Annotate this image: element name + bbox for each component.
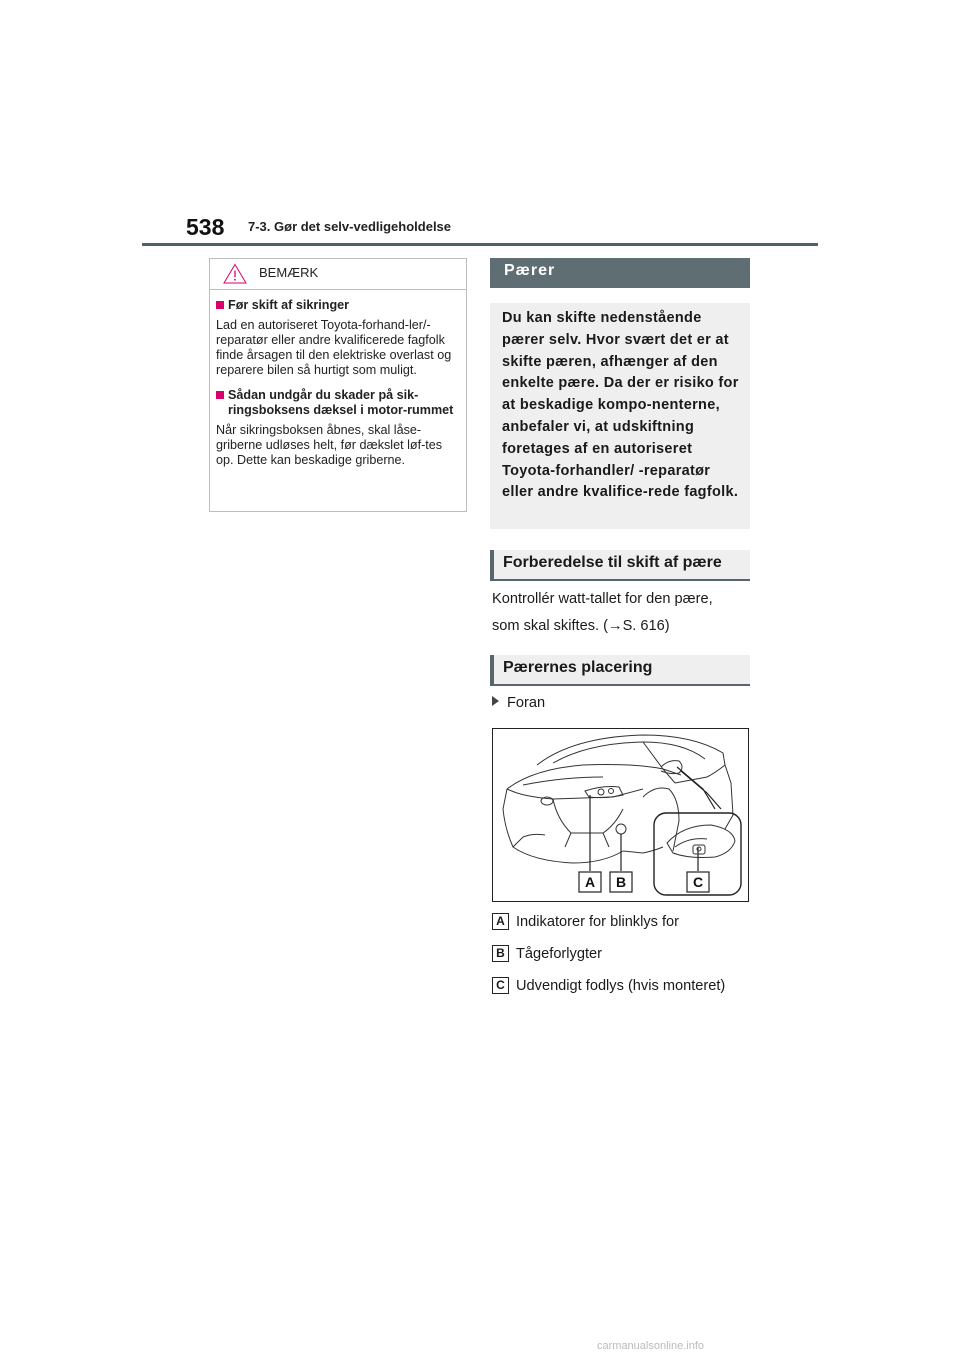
notice-header — [210, 259, 466, 290]
warning-triangle-icon — [223, 263, 247, 284]
legend-item-a: A Indikatorer for blinklys for — [492, 913, 679, 930]
figure-label-b: B — [615, 874, 627, 890]
notice-text-fuses: Lad en autoriseret Toyota-forhand-ler/-reparatør eller andre kvalificerede fagfolk finde årsagen til den elektriske overlast og reparere bilen så hurtigt som muligt. — [216, 318, 452, 377]
reference-arrow-icon: → — [607, 618, 623, 634]
car-illustration — [493, 729, 748, 901]
bullet-front: Foran — [492, 690, 545, 717]
legend-key-c: C — [492, 977, 509, 994]
notice-heading-fuses: Før skift af sikringer — [216, 298, 460, 313]
legend-item-c: C Udvendigt fodlys (hvis monteret) — [492, 977, 725, 994]
square-bullet-icon — [216, 391, 224, 399]
main-heading: Pærer — [490, 258, 750, 288]
figure-label-a: A — [584, 874, 596, 890]
notice-text-cover: Når sikringsboksen åbnes, skal låse-griberne udløses helt, før dækslet løf-tes op. Dette kan beskadige griberne. — [216, 423, 443, 467]
page-number: 538 — [186, 214, 225, 240]
section-title: 7-3. Gør det selv-vedligeholdelse — [248, 219, 452, 234]
notice-heading-cover: Sådan undgår du skader på sik-ringsboksens dæksel i motor-rummet — [216, 388, 460, 418]
notice-body — [210, 290, 466, 468]
prep-heading: Forberedelse til skift af pære — [490, 550, 750, 581]
prep-text: Kontrollér watt-tallet for den pære, som skal skiftes. (→S. 616) — [492, 591, 713, 634]
intro-box: Du kan skifte nedenstående pærer selv. Hvor svært det er at skifte pæren, afhænger af den enkelte pære. Da der er risiko for at beskadige kompo-nenterne, anbefaler vi, at udskiftning foretages af en autoriseret Toyota-forhandler/ -reparatør eller andre kvalifice-rede fagfolk. — [490, 303, 750, 529]
notice-title: BEMÆRK — [259, 265, 319, 280]
legend-key-b: B — [492, 945, 509, 962]
legend-key-a: A — [492, 913, 509, 930]
placement-heading: Pærernes placering — [490, 655, 750, 686]
triangle-bullet-icon — [492, 696, 499, 706]
header-rule — [142, 243, 818, 246]
notice-box — [209, 258, 467, 512]
legend-item-b: B Tågeforlygter — [492, 945, 602, 962]
page-reference[interactable]: S. 616) — [622, 618, 670, 634]
square-bullet-icon — [216, 301, 224, 309]
figure-label-c: C — [692, 874, 704, 890]
watermark: carmanualsonline.info — [597, 1340, 705, 1352]
car-front-figure — [492, 728, 749, 902]
